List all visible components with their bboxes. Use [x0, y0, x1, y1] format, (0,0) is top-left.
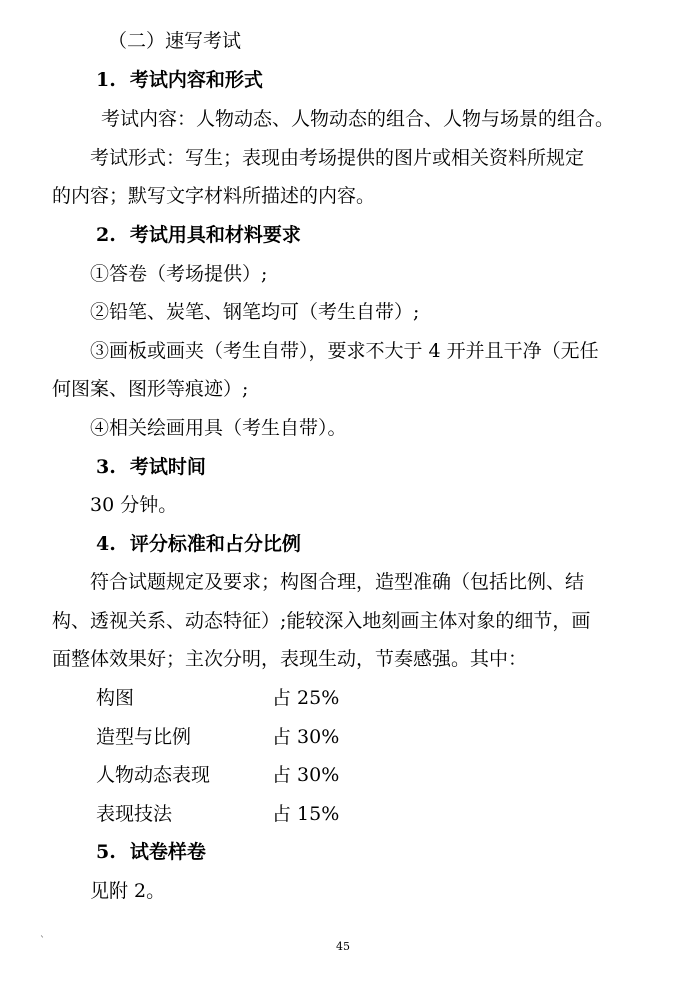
- tool-item-2: ②铅笔、炭笔、钢笔均可（考生自带）;: [90, 301, 420, 323]
- tool-item-3-line-2: 何图案、图形等痕迹）;: [52, 378, 249, 400]
- paragraph-sample: 见附 2。: [90, 880, 166, 902]
- score-row: [96, 802, 339, 826]
- heading-number: 4.: [96, 533, 116, 555]
- heading-4: [96, 532, 686, 556]
- paragraph-exam-form-line-2: 的内容；默写文字材料所描述的内容。: [52, 185, 376, 207]
- score-label: 人物动态表现: [96, 764, 211, 786]
- heading-3: [96, 455, 686, 479]
- page-number: 45: [336, 940, 350, 953]
- score-value: 占 30%: [272, 764, 340, 786]
- score-row: [96, 686, 339, 710]
- heading-text: 评分标准和占分比例: [129, 533, 301, 555]
- heading-text: 考试内容和形式: [129, 69, 263, 91]
- heading-text: 考试时间: [129, 456, 206, 478]
- paragraph-criteria-line-2: 构、透视关系、动态特征）;能较深入地刻画主体对象的细节，画: [52, 610, 591, 632]
- heading-text: 考试用具和材料要求: [129, 224, 301, 246]
- heading-2: [96, 223, 686, 247]
- tool-item-4: ④相关绘画用具（考生自带）。: [90, 417, 347, 439]
- heading-number: 1.: [96, 69, 116, 91]
- section-title: （二）速写考试: [108, 30, 242, 52]
- paragraph-exam-time: 30 分钟。: [90, 494, 178, 516]
- score-label: 造型与比例: [96, 726, 192, 748]
- score-value: 占 25%: [272, 687, 340, 709]
- heading-number: 2.: [96, 224, 116, 246]
- score-row: [96, 763, 339, 787]
- footer-mark: `: [40, 936, 45, 947]
- heading-number: 3.: [96, 456, 116, 478]
- paragraph-exam-form-line-1: 考试形式：写生；表现由考场提供的图片或相关资料所规定: [90, 147, 585, 169]
- paragraph-criteria-line-1: 符合试题规定及要求；构图合理，造型准确（包括比例、结: [90, 571, 585, 593]
- score-value: 占 30%: [272, 726, 340, 748]
- score-label: 表现技法: [96, 803, 173, 825]
- paragraph-exam-content: 考试内容：人物动态、人物动态的组合、人物与场景的组合。: [101, 108, 615, 130]
- score-label: 构图: [96, 687, 135, 709]
- heading-1: [96, 68, 686, 92]
- paragraph-criteria-line-3: 面整体效果好；主次分明，表现生动，节奏感强。其中：: [52, 648, 528, 670]
- tool-item-3-line-1: ③画板或画夹（考生自带），要求不大于 4 开并且干净（无任: [90, 340, 599, 362]
- score-row: [96, 725, 339, 749]
- score-value: 占 15%: [272, 803, 340, 825]
- heading-text: 试卷样卷: [129, 841, 206, 863]
- heading-number: 5.: [96, 841, 116, 863]
- heading-5: [96, 840, 686, 864]
- tool-item-1: ①答卷（考场提供）;: [90, 263, 268, 285]
